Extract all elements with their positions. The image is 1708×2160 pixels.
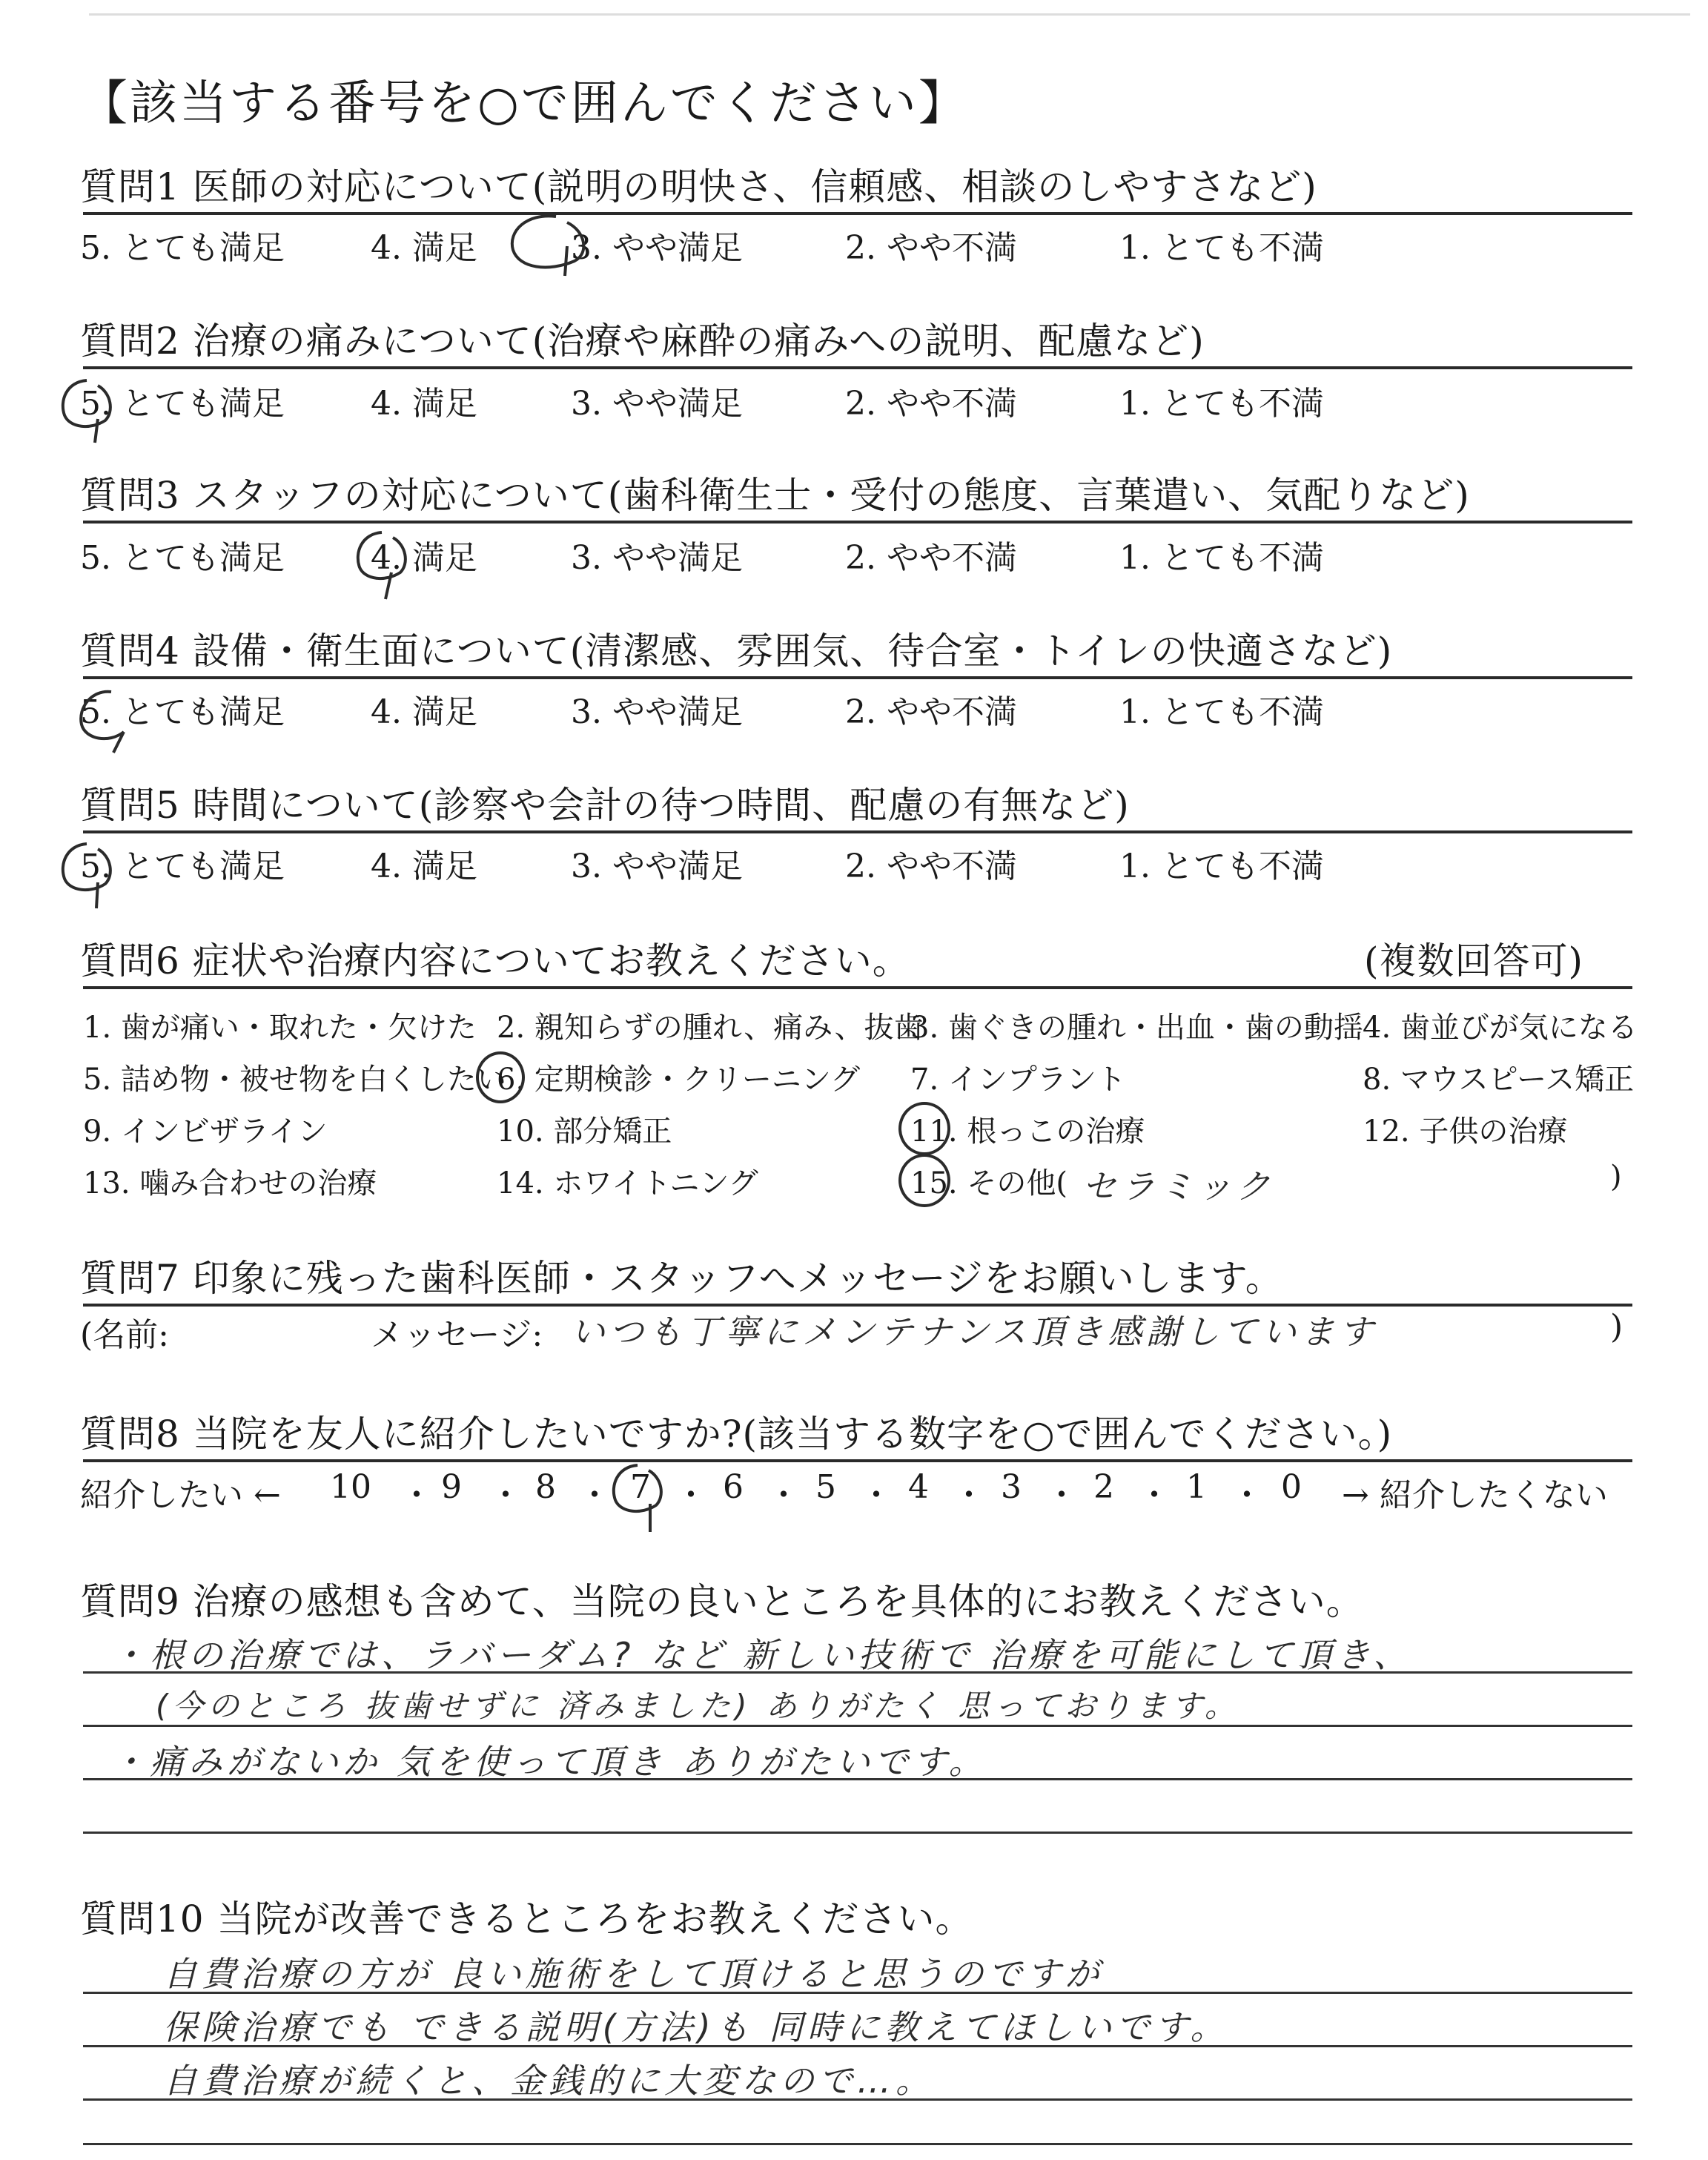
multiple-answer-note: (複数回答可) [1364,939,1584,982]
score-8[interactable]: 8 [535,1468,556,1506]
recommend-left-label: 紹介したい ← [80,1476,281,1514]
other-text-field[interactable]: セラミック [1082,1166,1275,1206]
symptom-option-8[interactable]: 8. マウスピース矯正 [1363,1063,1635,1097]
rating-option-5[interactable]: 5. とても満足 [80,848,285,885]
name-label: (名前: [80,1316,169,1354]
question-title: 質問5 時間について(診察や会計の待つ時間、配慮の有無など) [80,784,1130,827]
message-field[interactable]: いつも丁寧にメンテナンス頂き感謝しています [571,1312,1378,1352]
other-close-paren: ) [1610,1160,1622,1194]
rating-option-2[interactable]: 2. やや不満 [845,229,1017,267]
rating-option-5[interactable]: 5. とても満足 [80,385,285,423]
score-1[interactable]: 1 [1186,1468,1207,1506]
rating-option-4[interactable]: 4. 満足 [371,693,477,731]
scan-top-edge [89,13,1690,16]
symptom-option-14[interactable]: 14. ホワイトニング [497,1166,758,1200]
question-title: 質問1 医師の対応について(説明の明快さ、信頼感、相談のしやすさなど) [80,165,1317,208]
score-0[interactable]: 0 [1281,1468,1302,1506]
rating-option-2[interactable]: 2. やや不満 [845,539,1017,577]
selection-circle-icon [476,1051,525,1103]
separator-dot: ・ [489,1476,522,1514]
selection-circle-icon [898,1102,950,1155]
rating-option-3[interactable]: 3. やや満足 [571,693,743,731]
question-divider [83,1459,1632,1462]
question-divider [83,366,1632,369]
answer-text[interactable]: (今のところ 抜歯せずに 済みました) ありがたく 思っております。 [156,1688,1240,1724]
rating-option-4[interactable]: 4. 満足 [371,385,477,423]
separator-dot: ・ [860,1476,893,1514]
answer-text[interactable]: 自費治療が続くと、金銭的に大変なので…。 [163,2061,934,2101]
rating-option-4[interactable]: 4. 満足 [371,229,477,267]
symptom-option-9[interactable]: 9. インビザライン [83,1114,328,1149]
question-title: 質問9 治療の感想も含めて、当院の良いところを具体的にお教えください。 [80,1580,1364,1623]
separator-dot: ・ [675,1476,707,1514]
selection-circle-icon [53,374,120,449]
recommend-right-label: → 紹介したくない [1342,1476,1608,1514]
rating-option-2[interactable]: 2. やや不満 [845,693,1017,731]
question-divider [83,986,1632,989]
separator-dot: ・ [1231,1476,1263,1514]
score-5[interactable]: 5 [815,1468,836,1506]
selection-circle-icon [53,838,120,912]
rating-option-3[interactable]: 3. やや満足 [571,385,743,423]
rating-option-1[interactable]: 1. とても不満 [1119,693,1324,731]
score-6[interactable]: 6 [723,1468,744,1506]
question-title: 質問8 当院を友人に紹介したいですか?(該当する数字を○で囲んでください。) [80,1413,1393,1456]
rating-option-1[interactable]: 1. とても不満 [1119,229,1324,267]
answer-text[interactable]: 保険治療でも できる説明(方法)も 同時に教えてほしいです。 [163,2007,1229,2047]
rating-option-2[interactable]: 2. やや不満 [845,385,1017,423]
symptom-option-10[interactable]: 10. 部分矯正 [497,1114,672,1149]
selection-circle-icon [70,686,137,760]
separator-dot: ・ [953,1476,985,1514]
selection-circle-icon [348,526,415,604]
question-title: 質問2 治療の痛みについて(治療や麻酔の痛みへの説明、配慮など) [80,320,1205,363]
score-9[interactable]: 9 [441,1468,462,1506]
separator-dot: ・ [1045,1476,1078,1514]
rating-option-1[interactable]: 1. とても不満 [1119,848,1324,885]
rating-option-4[interactable]: 4. 満足 [371,848,477,885]
rating-option-5[interactable]: 5. とても満足 [80,539,285,577]
symptom-option-2[interactable]: 2. 親知らずの腫れ、痛み、抜歯 [497,1011,924,1045]
symptom-option-1[interactable]: 1. 歯が痛い・取れた・欠けた [83,1011,477,1045]
selection-circle-icon [604,1459,671,1537]
question-divider [83,676,1632,679]
rating-option-5[interactable]: 5. とても満足 [80,693,285,731]
question-title: 質問10 当院が改善できるところをお教えください。 [80,1898,973,1941]
symptom-option-12[interactable]: 12. 子供の治療 [1363,1114,1568,1149]
answer-text[interactable]: 自費治療の方が 良い施術をして頂けると思うのですが [163,1954,1104,1994]
rating-option-3[interactable]: 3. やや満足 [571,229,743,267]
separator-dot: ・ [767,1476,800,1514]
answer-text[interactable]: ・痛みがないか 気を使って頂き ありがたいです。 [111,1742,987,1782]
selection-circle-icon [504,202,600,283]
symptom-option-7[interactable]: 7. インプラント [910,1063,1126,1097]
answer-text[interactable]: ・根の治療では、ラバーダム? など 新しい技術で 治療を可能にして頂き、 [111,1635,1412,1675]
score-4[interactable]: 4 [908,1468,929,1506]
question-title: 質問3 スタッフの対応について(歯科衛生士・受付の態度、言葉遣い、気配りなど) [80,474,1470,517]
separator-dot: ・ [400,1476,433,1514]
question-title: 質問6 症状や治療内容についてお教えください。 [80,939,910,982]
separator-dot: ・ [1138,1476,1171,1514]
answer-line [83,1832,1632,1834]
question-divider [83,212,1632,215]
question-divider [83,521,1632,524]
symptom-option-15[interactable]: 15. その他( [910,1166,1068,1200]
score-3[interactable]: 3 [1001,1468,1022,1506]
rating-option-1[interactable]: 1. とても不満 [1119,539,1324,577]
question-title: 質問4 設備・衛生面について(清潔感、雰囲気、待合室・トイレの快適さなど) [80,630,1393,673]
message-label: メッセージ: [371,1316,543,1354]
score-2[interactable]: 2 [1093,1468,1114,1506]
rating-option-3[interactable]: 3. やや満足 [571,539,743,577]
symptom-option-13[interactable]: 13. 噛み合わせの治療 [83,1166,377,1200]
rating-option-2[interactable]: 2. やや不満 [845,848,1017,885]
score-10[interactable]: 10 [330,1468,371,1506]
page-heading: 【該当する番号を○で囲んでください】 [80,76,968,131]
rating-option-4[interactable]: 4. 満足 [371,539,477,577]
answer-line [83,2143,1632,2145]
symptom-option-5[interactable]: 5. 詰め物・被せ物を白くしたい [83,1063,506,1097]
separator-dot: ・ [578,1476,611,1514]
rating-option-3[interactable]: 3. やや満足 [571,848,743,885]
rating-option-1[interactable]: 1. とても不満 [1119,385,1324,423]
symptom-option-3[interactable]: 3. 歯ぐきの腫れ・出血・歯の動揺 [910,1011,1363,1045]
message-close-paren: ) [1610,1308,1623,1346]
question-title: 質問7 印象に残った歯科医師・スタッフへメッセージをお願いします。 [80,1257,1283,1300]
symptom-option-11[interactable]: 11. 根っこの治療 [910,1114,1145,1149]
score-7[interactable]: 7 [630,1468,651,1506]
selection-circle-icon [898,1154,950,1207]
symptom-option-4[interactable]: 4. 歯並びが気になる [1363,1011,1638,1045]
symptom-option-6[interactable]: 6. 定期検診・クリーニング [497,1063,861,1097]
rating-option-5[interactable]: 5. とても満足 [80,229,285,267]
question-divider [83,830,1632,833]
